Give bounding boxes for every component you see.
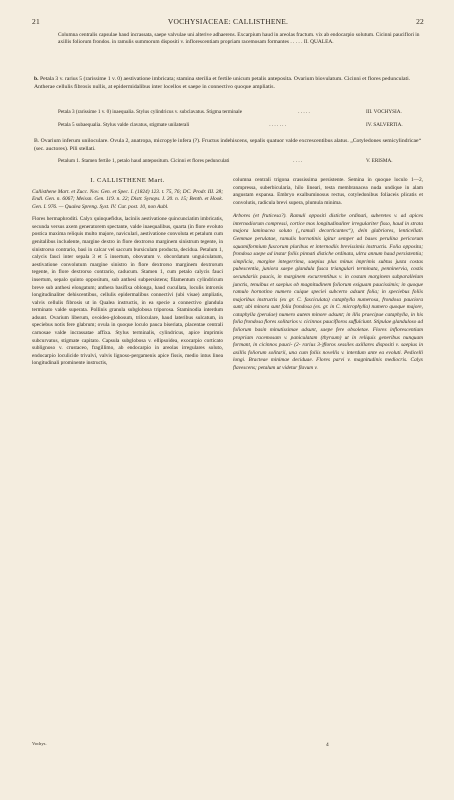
key-lead-B: B.: [34, 138, 40, 144]
description-continuation: columna centrali trigona crassissima persistente. Semina in quoque loculo 1—2, compressa, suberbicularia, hilo lineari, testa membranacea nuda undique in alam angustam expansa. Embryo exalbuminosus rectus, cotyledonibus foliaceis plicatis et convolutis, radicula brevi supera, plumula minima.: [233, 177, 423, 206]
key-row-code: V. ERISMA.: [365, 158, 393, 164]
genus-heading: I. CALLISTHENE Mart.: [90, 177, 165, 184]
key-entry-qualea: [34, 32, 424, 47]
key-c-row: [58, 158, 424, 164]
key-text: Columna centralis capsulae haud incrassata, saepe valvulae uni alterive adhaerens. Excarpium haud in areolas fractum. vix ab endocarpio solutum. Cicinni pauciflori in axillis foliorum frondos. in ramulis summorum dispositi v. inflorescentiam propriam racemosam formantes: [58, 32, 420, 46]
left-column: [32, 177, 223, 368]
running-title: VOCHYSIACEAE: CALLISTHENE.: [167, 17, 289, 26]
key-genus-code: II. QUALEA.: [303, 39, 334, 46]
synonymy-paragraph: Callisthene Mart. et Zucc. Nov. Gen. et Spec. I. (1824) 123. t. 75, 76; DC. Prodr. III. 28; Endl. Gen. n. 6067; Meissn. Gen. 119. n. 22; Distr. Synops. I. 20. n. 15; Benth. et Hook. Gen. I. 976. — Qualea Spreng. Syst. IV. Cur. post. 10, non Aubl.: [32, 188, 223, 210]
key-text-B: Ovarium inferum uniloculare. Ovula 2, anatropa, micropyle infera (?). Fructus indehiscens, sepalis quatuor valde excrescentibus alatus. „Cotyledones semicylindricae“ (sec. auctores). Pili stellati.: [34, 138, 422, 152]
key-row-dots: . . . . .: [298, 109, 310, 115]
key-row-vochysia: [58, 106, 424, 119]
key-row-code: IV. SALVERTIA.: [365, 121, 403, 128]
key-row-dots: . . . . . . .: [269, 121, 287, 128]
key-row-code: III. VOCHYSIA.: [366, 109, 402, 115]
key-row-salvertia: [58, 119, 424, 132]
page-number-right: 22: [416, 17, 424, 26]
key-row-dots: . . . .: [293, 158, 303, 164]
signature-mark: 4: [326, 742, 329, 748]
running-header: [32, 17, 424, 26]
key-couplet-b: [34, 76, 424, 91]
genus-description: Flores hermaphroditi. Calyx quinquefidus, laciniis aestivatione quincunciatim imbricatis, secunda versus axem generatorem spectante, valde inaequalibus, quarta (in flore evoluto postica maxima reliquis multo majore, naviculari, aestivatione convoluta et petalum cum genitalibus includente, margine dextro in flore dextrorso marginem sinistrum tegente, in sinistrorso contrario, basi in calcar vel saccum bursiculam producta, decidua. Petalum 1, calycis fauci inter sepala 3 et 5 insertum, obovatum v. obcordatum unguiculatum, aestivatione convolutum margine sinistro in flore dextrorso marginem dextrorum tegente, in flore dextrorso contrario, caducum. Stamen 1, cum petalo calycis fauci insertum, sepalo quinto oppositum, sub anthesi subpersistens; filamentum cylindricum breve sub anthesi elongatum; anthera basifixa oblonga, haud cucullata, loculis introrsis longitudinaliter dehiscentibus, cellulis epidermalibus connectivi (ubi visae) ampliatis, valvis cellulis fibrosis ut in Qualea instructis, in ea specie a connectivo glandula terminato valde superata. Pollinis granula subglobosa triporosa. Staminodia interdum adsunt. Ovarium liberum, ovoideo-globosum, triloculare, haud lateribus sulcatum, in speciebus notis fere glabrum; ovula in quoque loculo pauca biseriata, placentae centrali carnosae valde incrassatae affixa. Stylus terminalis, cylindricus, apice imprimis subcurvatus, stigmate capitato. Capsula subglobosa v. ellipsoidea, exocarpio corticato sublignoso v. crustaceo, fragillimo, ab endocarpio in areolas irregulares soluto, endocarpio loculicide trivalvi, valvis lignoso-pergamenis apice fissis, medio intus linea longitudinali prominente instructis,: [32, 216, 223, 367]
key-lead-b: b.: [34, 76, 39, 82]
key-row-erisma: [58, 158, 424, 164]
habit-description: Arbores (et fruticesa?). Ramuli oppositi distiche ordinati, suberetes v. ad apices internodiorum compressi, cortice mox longitudinaliter irregulariter fisso, haud in strata majora laminacea soluto („ramuli decorticantes“), dein glabriores, lenticellati. Gemmae perulatae, ramulis hornotinis igitur semper ad bases perulina pericorum squamiformium fuscorum pluribus et internodiis brevissimis instructis. Folia opposita; frondosa saepe ad instar foliis pinnati distiche ordinata, ultra annum haud persistentia; simplicia, margine integerrima, saepius plus minus imprimis subtus juxta costas pubescentia, juniora saepe glandula fusca triangulari terminata, penninervia, costis secundariis paucis, in marginem excurrentibus v. in costam marginem subparallelam junctis, tenuibus et saepius ob magnitudinem foliorum exiguam paucissimis; in quoque ramulo hornotino numero cuique speciei subcerto adsunt folia; in speciebus foliis majoribus instructis (ex gr. C. fasciculata) cataphylla numerosa, frondosa pauciora sunt; ubi minora sunt folia frondosa (ex. gr. in C. microphylla) numero quoque majore, cataphylla (perulae) numero autem minore adsunt; in illis praecipue cataphylla, in his folia frondosa flores solitarios v. cicinnos paucifloros suffulciunt. Stipulae glanduloso ad foliorum basin minutissimae adsunt, saepe fere obsoletae. Flores inflorescentiam propriam racemosam v. paniculatam (thyrsum) ut in reliquis generibus nunquam formant, in cicinnos pauci- (2- rarius 3-)floros sessiles axillares dispositi v. saepius in axillis foliorum solitarii, una cum foliis novellis v. interdum ante ea evoluti. Pedicelli longi. Bracteae minimae deciduae. Flores parvi v. magnitudinis mediocris. Calyx flavescens; petalum ut videtur flavum v.: [233, 213, 423, 371]
key-row-text: Petalum 1. Stamen fertile 1, petalo haud antepositum. Cicinni et flores pedunculati: [58, 158, 230, 164]
key-row-text: Petala 5 subaequalia. Stylus valde clavatus, stigmate unilaterali: [58, 121, 190, 128]
key-couplet-B: [34, 138, 424, 153]
key-text-b: Petala 3 v. rarius 5 (rarissime 1 v. 0) aestivatione imbricata; stamina sterilia et fertile unicum petalis anteposita. Ovarium biovulatum. Cicinni et flores pedunculati. Antherae cellulis fibrosis nullis, at epidermidalibus inter locellos et saepe in connectivo quoque ampliatis.: [34, 76, 411, 90]
right-column: [233, 177, 423, 372]
page-number-left: 21: [32, 17, 40, 26]
key-b-rows: [58, 106, 424, 131]
key-leader-dots: . . . . .: [290, 39, 303, 46]
signature-line: Vochys.: [32, 741, 47, 746]
key-row-text: Petala 3 (rarissime 1 v. 0) inaequalia. Stylus cylindricus v. subclavatus. Stigma terminale: [58, 109, 243, 115]
